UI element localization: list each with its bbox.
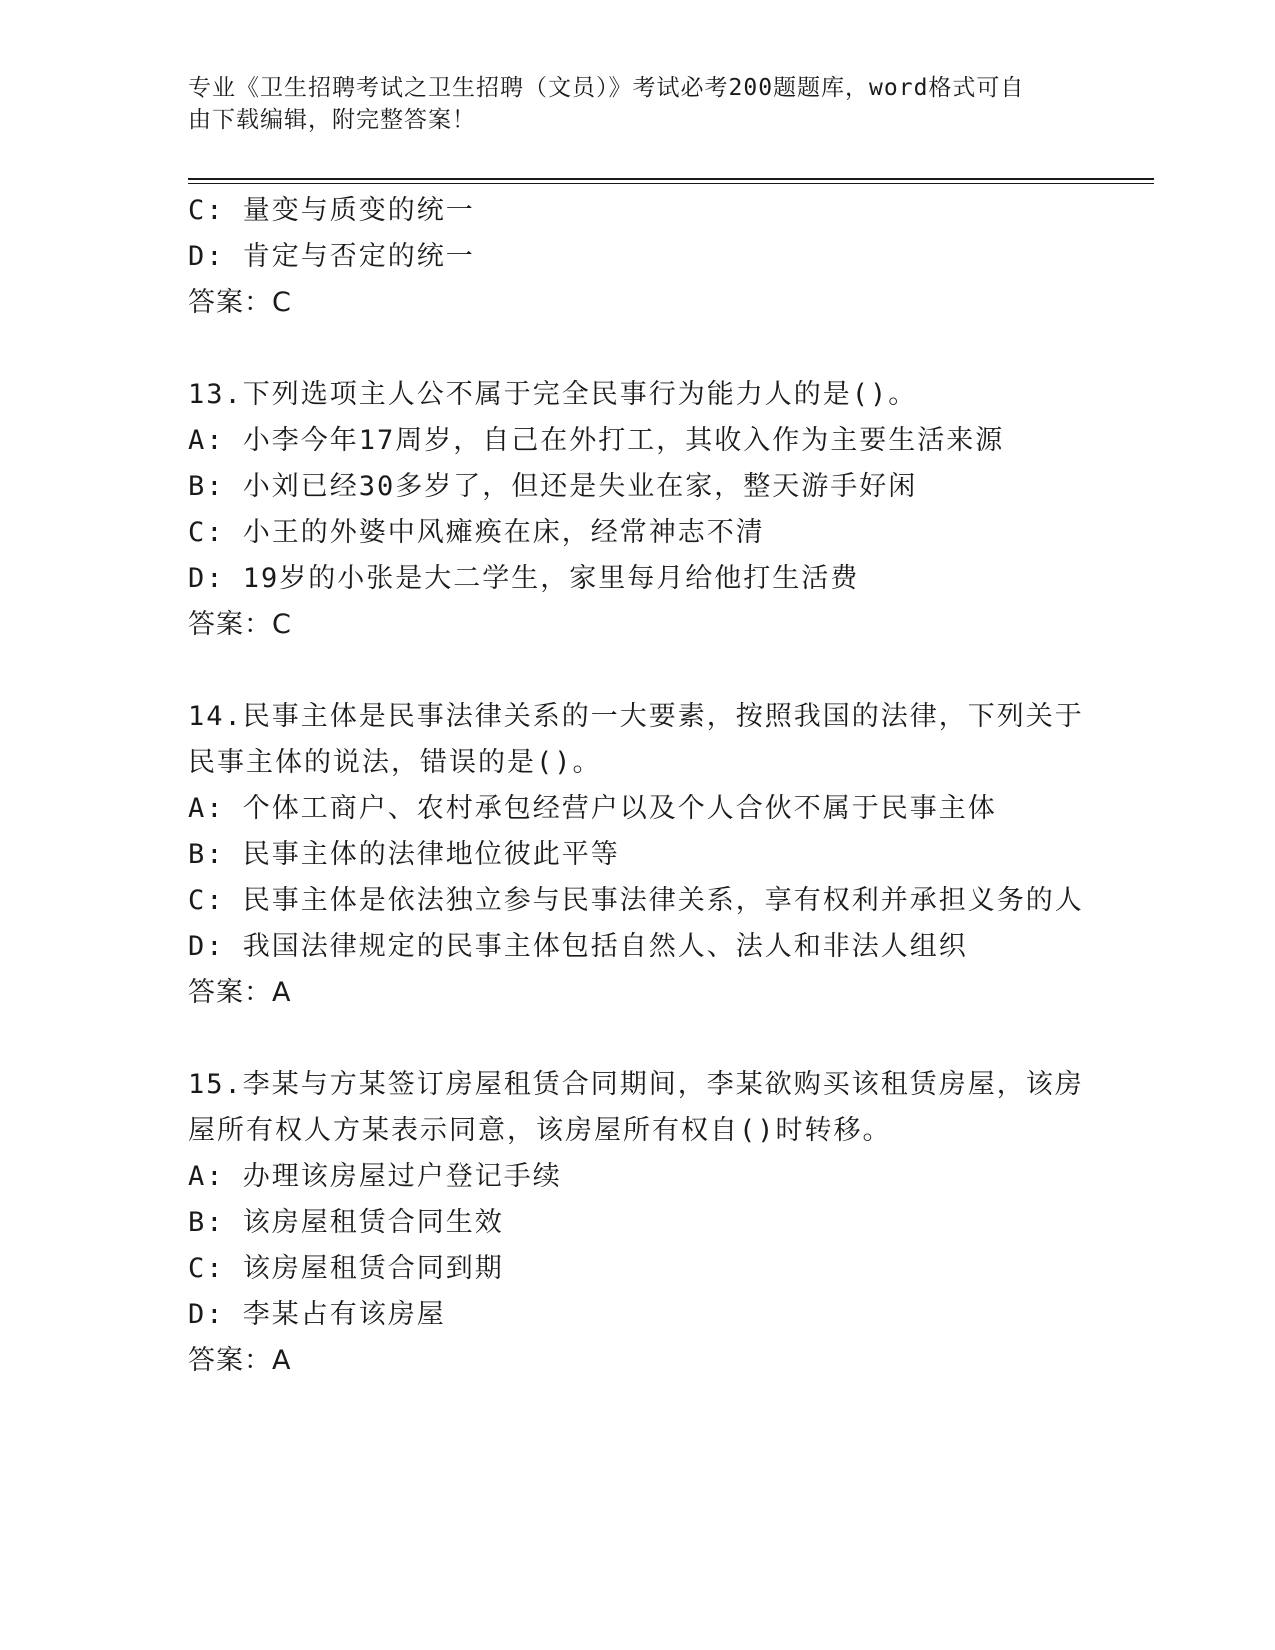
answer: 答案：C bbox=[188, 609, 292, 640]
header-rule-thick bbox=[188, 178, 1154, 180]
spacer bbox=[188, 648, 1088, 694]
answer: 答案：C bbox=[188, 287, 292, 318]
question-stem-line-1: 14.民事主体是民事法律关系的一大要素，按照我国的法律，下列关于 bbox=[188, 701, 1084, 732]
option-c: C: 量变与质变的统一 bbox=[188, 195, 475, 226]
question-content bbox=[188, 188, 1088, 1384]
header-line-2: 由下载编辑，附完整答案！ bbox=[188, 107, 476, 133]
question-13 bbox=[188, 372, 1088, 648]
question-15 bbox=[188, 1062, 1088, 1384]
option-b: B: 该房屋租赁合同生效 bbox=[188, 1207, 504, 1238]
option-c: C: 小王的外婆中风瘫痪在床，经常神志不清 bbox=[188, 517, 765, 548]
option-a: A: 办理该房屋过户登记手续 bbox=[188, 1161, 562, 1192]
spacer bbox=[188, 326, 1088, 372]
option-d: D: 肯定与否定的统一 bbox=[188, 241, 475, 272]
option-c: C: 民事主体是依法独立参与民事法律关系，享有权利并承担义务的人 bbox=[188, 885, 1084, 916]
spacer bbox=[188, 1016, 1088, 1062]
option-c: C: 该房屋租赁合同到期 bbox=[188, 1253, 504, 1284]
answer: 答案：A bbox=[188, 1345, 292, 1376]
question-stem-line-2: 屋所有权人方某表示同意，该房屋所有权自()时转移。 bbox=[188, 1115, 892, 1146]
header-line-1: 专业《卫生招聘考试之卫生招聘（文员）》考试必考200题题库，word格式可自 bbox=[188, 75, 1025, 101]
question-12-tail bbox=[188, 188, 1088, 326]
answer: 答案：A bbox=[188, 977, 292, 1008]
question-stem: 13.下列选项主人公不属于完全民事行为能力人的是()。 bbox=[188, 379, 918, 410]
option-d: D: 李某占有该房屋 bbox=[188, 1299, 446, 1330]
option-a: A: 小李今年17周岁，自己在外打工，其收入作为主要生活来源 bbox=[188, 425, 1005, 456]
option-b: B: 小刘已经30多岁了，但还是失业在家，整天游手好闲 bbox=[188, 471, 918, 502]
option-d: D: 我国法律规定的民事主体包括自然人、法人和非法人组织 bbox=[188, 931, 968, 962]
document-header bbox=[188, 72, 1068, 136]
question-14 bbox=[188, 694, 1088, 1016]
header-rule-thin bbox=[188, 183, 1154, 184]
question-stem-line-2: 民事主体的说法，错误的是()。 bbox=[188, 747, 602, 778]
option-a: A: 个体工商户、农村承包经营户以及个人合伙不属于民事主体 bbox=[188, 793, 997, 824]
option-b: B: 民事主体的法律地位彼此平等 bbox=[188, 839, 620, 870]
question-stem-line-1: 15.李某与方某签订房屋租赁合同期间，李某欲购买该租赁房屋，该房 bbox=[188, 1069, 1084, 1100]
option-d: D: 19岁的小张是大二学生，家里每月给他打生活费 bbox=[188, 563, 860, 594]
